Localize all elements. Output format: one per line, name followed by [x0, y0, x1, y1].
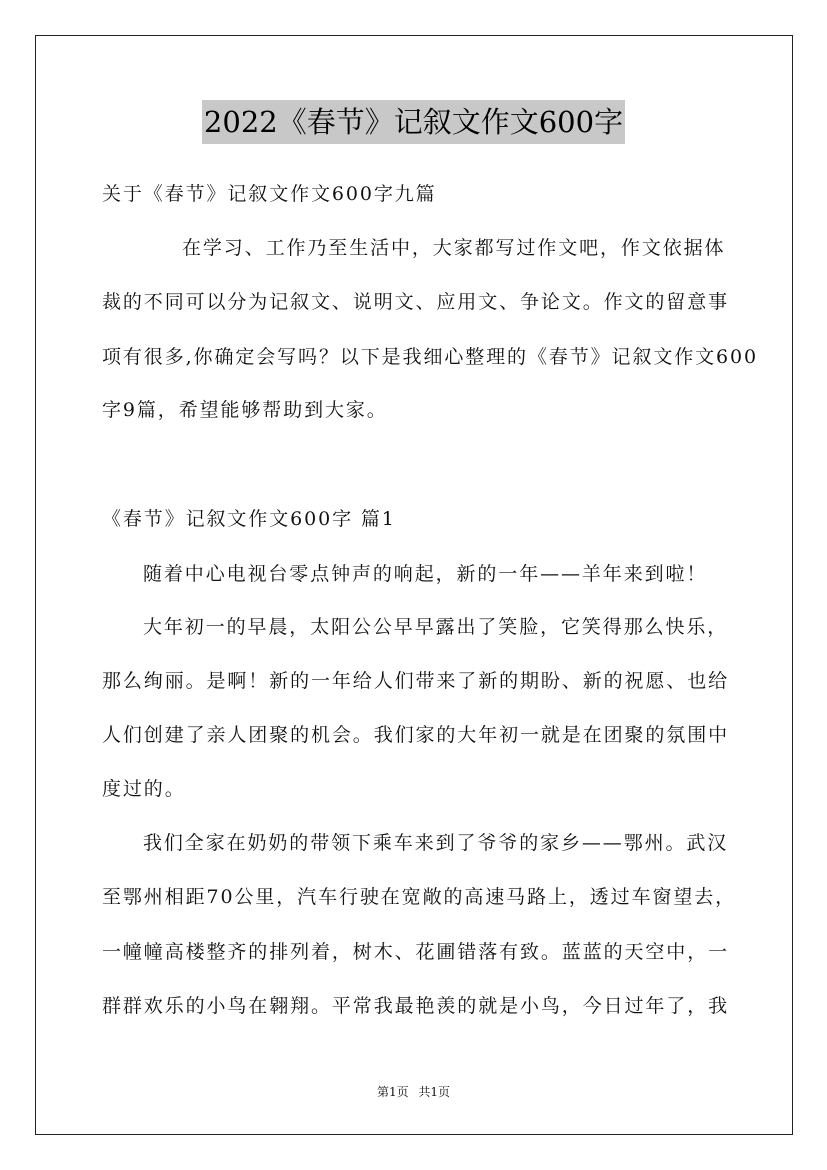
intro-line-4: 字9篇，希望能够帮助到大家。: [102, 399, 388, 421]
body-line-6: 我们全家在奶奶的带领下乘车来到了爷爷的家乡——鄂州。武汉: [143, 832, 729, 854]
intro-line-1: 在学习、工作乃至生活中，大家都写过作文吧，作文依据体: [182, 237, 726, 259]
body-line-8: 一幢幢高楼整齐的排列着，树木、花圃错落有致。蓝蓝的天空中，一: [102, 941, 730, 963]
body-line-3: 那么绚丽。是啊！新的一年给人们带来了新的期盼、新的祝愿、也给: [102, 670, 730, 692]
body-line-5: 度过的。: [102, 778, 186, 800]
intro-line-2: 裁的不同可以分为记叙文、说明文、应用文、争论文。作文的留意事: [102, 291, 730, 313]
body-line-4: 人们创建了亲人团聚的机会。我们家的大年初一就是在团聚的氛围中: [102, 724, 730, 746]
body-line-9: 群群欢乐的小鸟在翱翔。平常我最艳羡的就是小鸟，今日过年了，我: [102, 995, 730, 1017]
body-line-2: 大年初一的早晨，太阳公公早早露出了笑脸，它笑得那么快乐，: [143, 616, 729, 638]
title-container: [0, 100, 827, 144]
section-heading: 《春节》记叙文作文600字 篇1: [102, 508, 396, 530]
body-line-1: 随着中心电视台零点钟声的响起，新的一年——羊年来到啦！: [143, 563, 708, 585]
intro-line-3: 项有很多,你确定会写吗？以下是我细心整理的《春节》记叙文作文600: [102, 346, 759, 368]
page-footer: [0, 1084, 827, 1100]
body-line-7: 至鄂州相距70公里，汽车行驶在宽敞的高速马路上，透过车窗望去，: [102, 886, 737, 908]
document-title: 2022《春节》记叙文作文600字: [202, 100, 625, 144]
document-subtitle: 关于《春节》记叙文作文600字九篇: [102, 183, 437, 205]
page-total: 共1页: [418, 1085, 451, 1099]
page-number: 第1页: [376, 1085, 409, 1099]
